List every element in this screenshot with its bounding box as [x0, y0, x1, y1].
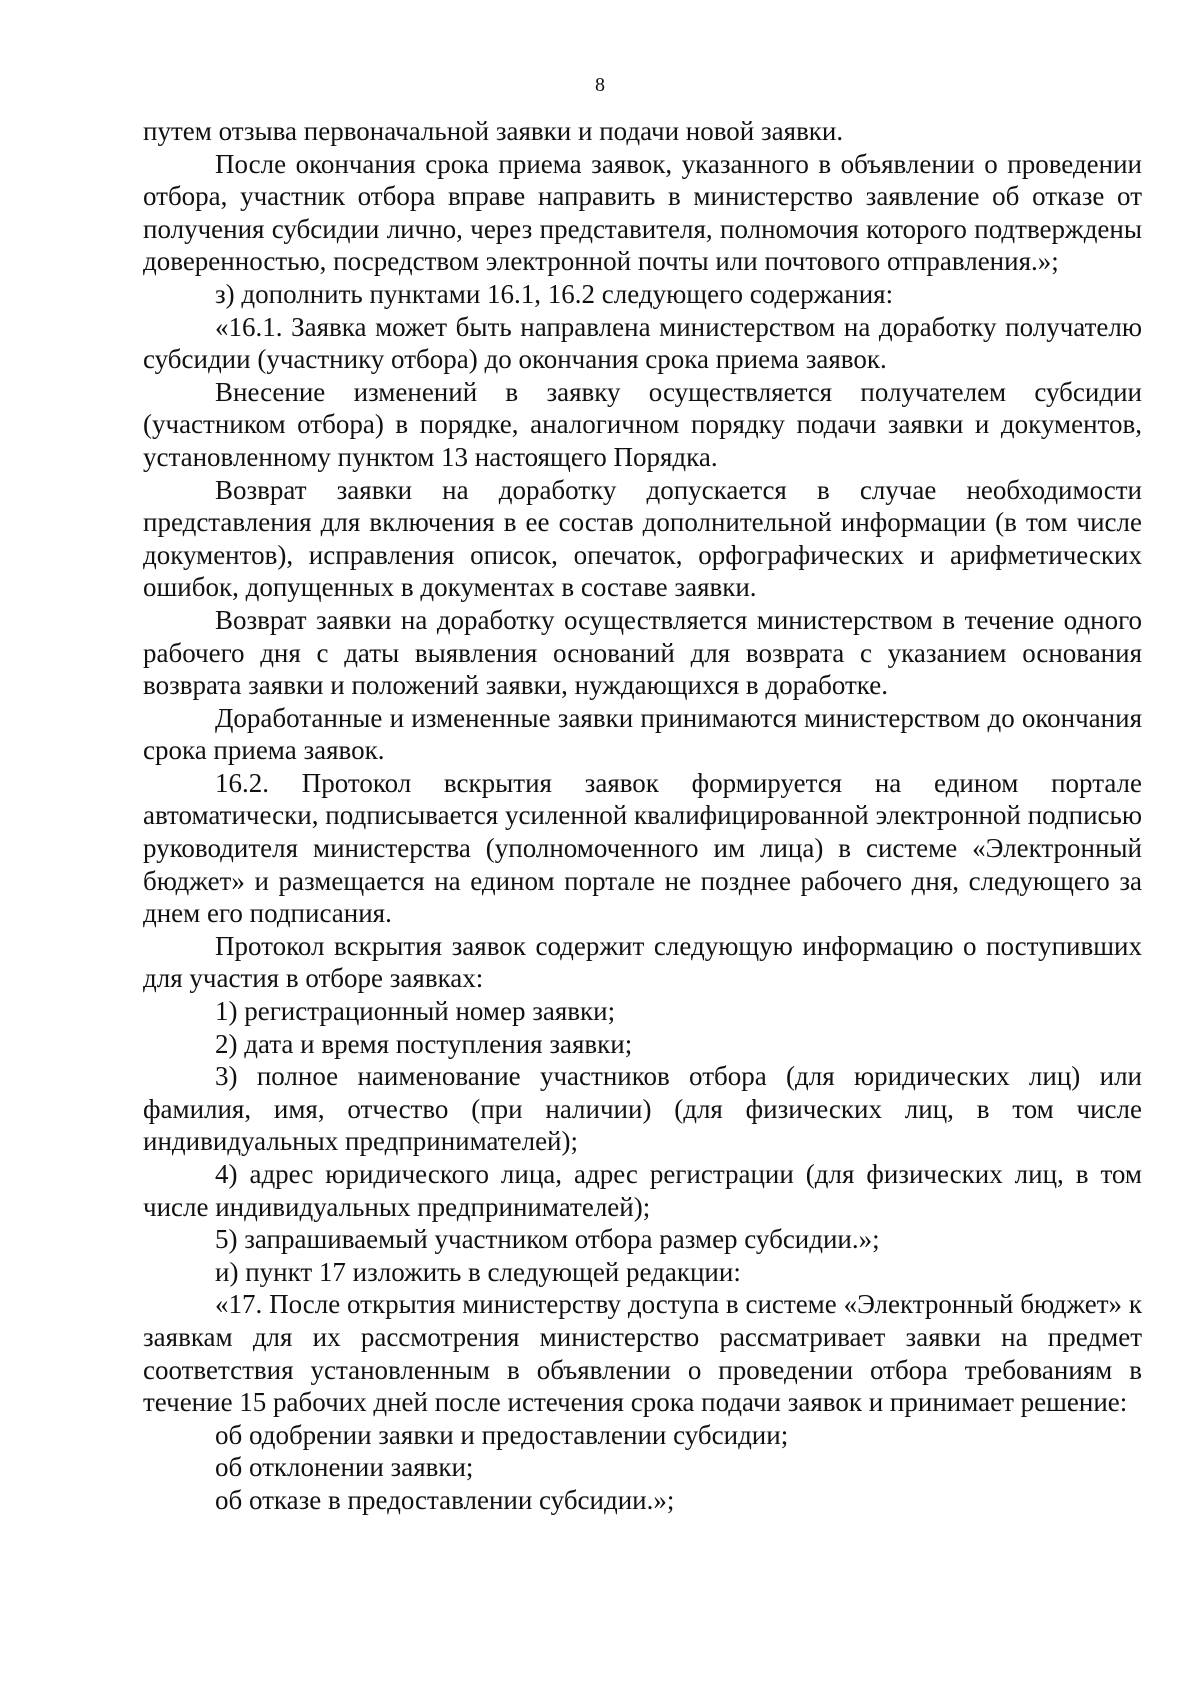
paragraph: 2) дата и время поступления заявки; — [215, 1028, 633, 1059]
paragraph: з) дополнить пунктами 16.1, 16.2 следующего содержания: — [215, 278, 894, 309]
paragraph: 3) полное наименование участников отбора (для юридических лиц) или фамилия, имя, отчество (при наличии) (для физических лиц, в том числе индивидуальных предпринимателей); — [143, 1061, 1142, 1157]
paragraph: Протокол вскрытия заявок содержит следующую информацию о поступивших для участия в отборе заявках: — [143, 930, 1142, 994]
paragraph: 16.2. Протокол вскрытия заявок формируется на едином портале автоматически, подписывается усиленной квалифицированной электронной подписью руководителя министерства (уполномоченного им лица) в системе «Электронный бюджет» и размещается на едином портале не позднее рабочего дня, следующего за днем его подписания. — [143, 767, 1142, 929]
paragraph: об отказе в предоставлении субсидии.»; — [215, 1484, 675, 1515]
paragraph: «16.1. Заявка может быть направлена министерством на доработку получателю субсидии (участнику отбора) до окончания срока приема заявок. — [143, 311, 1142, 375]
paragraph: об отклонении заявки; — [215, 1452, 474, 1483]
paragraph: путем отзыва первоначальной заявки и подачи новой заявки. — [143, 116, 844, 146]
paragraph: 1) регистрационный номер заявки; — [215, 996, 616, 1027]
paragraph: Доработанные и измененные заявки принимаются министерством до окончания срока приема заявок. — [143, 702, 1142, 766]
paragraph: Возврат заявки на доработку допускается в случае необходимости представления для включения в ее состав дополнительной информации (в том числе документов), исправления описок, опечаток, орфографических и арифметических ошибок, допущенных в документах в составе заявки. — [143, 474, 1142, 603]
page-number: 8 — [595, 74, 605, 96]
paragraph: Внесение изменений в заявку осуществляется получателем субсидии (участником отбора) в порядке, аналогичном порядку подачи заявки и документов, установленному пунктом 13 настоящего Порядка. — [143, 376, 1142, 472]
document-body — [143, 115, 1142, 1517]
paragraph: Возврат заявки на доработку осуществляется министерством в течение одного рабочего дня с даты выявления оснований для возврата с указанием основания возврата заявки и положений заявки, нуждающихся в доработке. — [143, 604, 1142, 701]
paragraph: 4) адрес юридического лица, адрес регистрации (для физических лиц, в том числе индивидуальных предпринимателей); — [143, 1159, 1142, 1222]
paragraph: и) пункт 17 изложить в следующей редакции: — [215, 1256, 741, 1287]
paragraph: После окончания срока приема заявок, указанного в объявлении о проведении отбора, участник отбора вправе направить в министерство заявление об отказе от получения субсидии лично, через представителя, полномочия которого подтверждены доверенностью, посредством электронной почты или почтового отправления.»; — [143, 148, 1142, 277]
paragraph: «17. После открытия министерству доступа в системе «Электронный бюджет» к заявкам для их рассмотрения министерство рассматривает заявки на предмет соответствия установленным в объявлении о проведении отбора требованиям в течение 15 рабочих дней после истечения срока подачи заявок и принимает решение: — [143, 1289, 1142, 1418]
paragraph: 5) запрашиваемый участником отбора размер субсидии.»; — [215, 1224, 880, 1255]
paragraph: об одобрении заявки и предоставлении субсидии; — [215, 1419, 789, 1450]
